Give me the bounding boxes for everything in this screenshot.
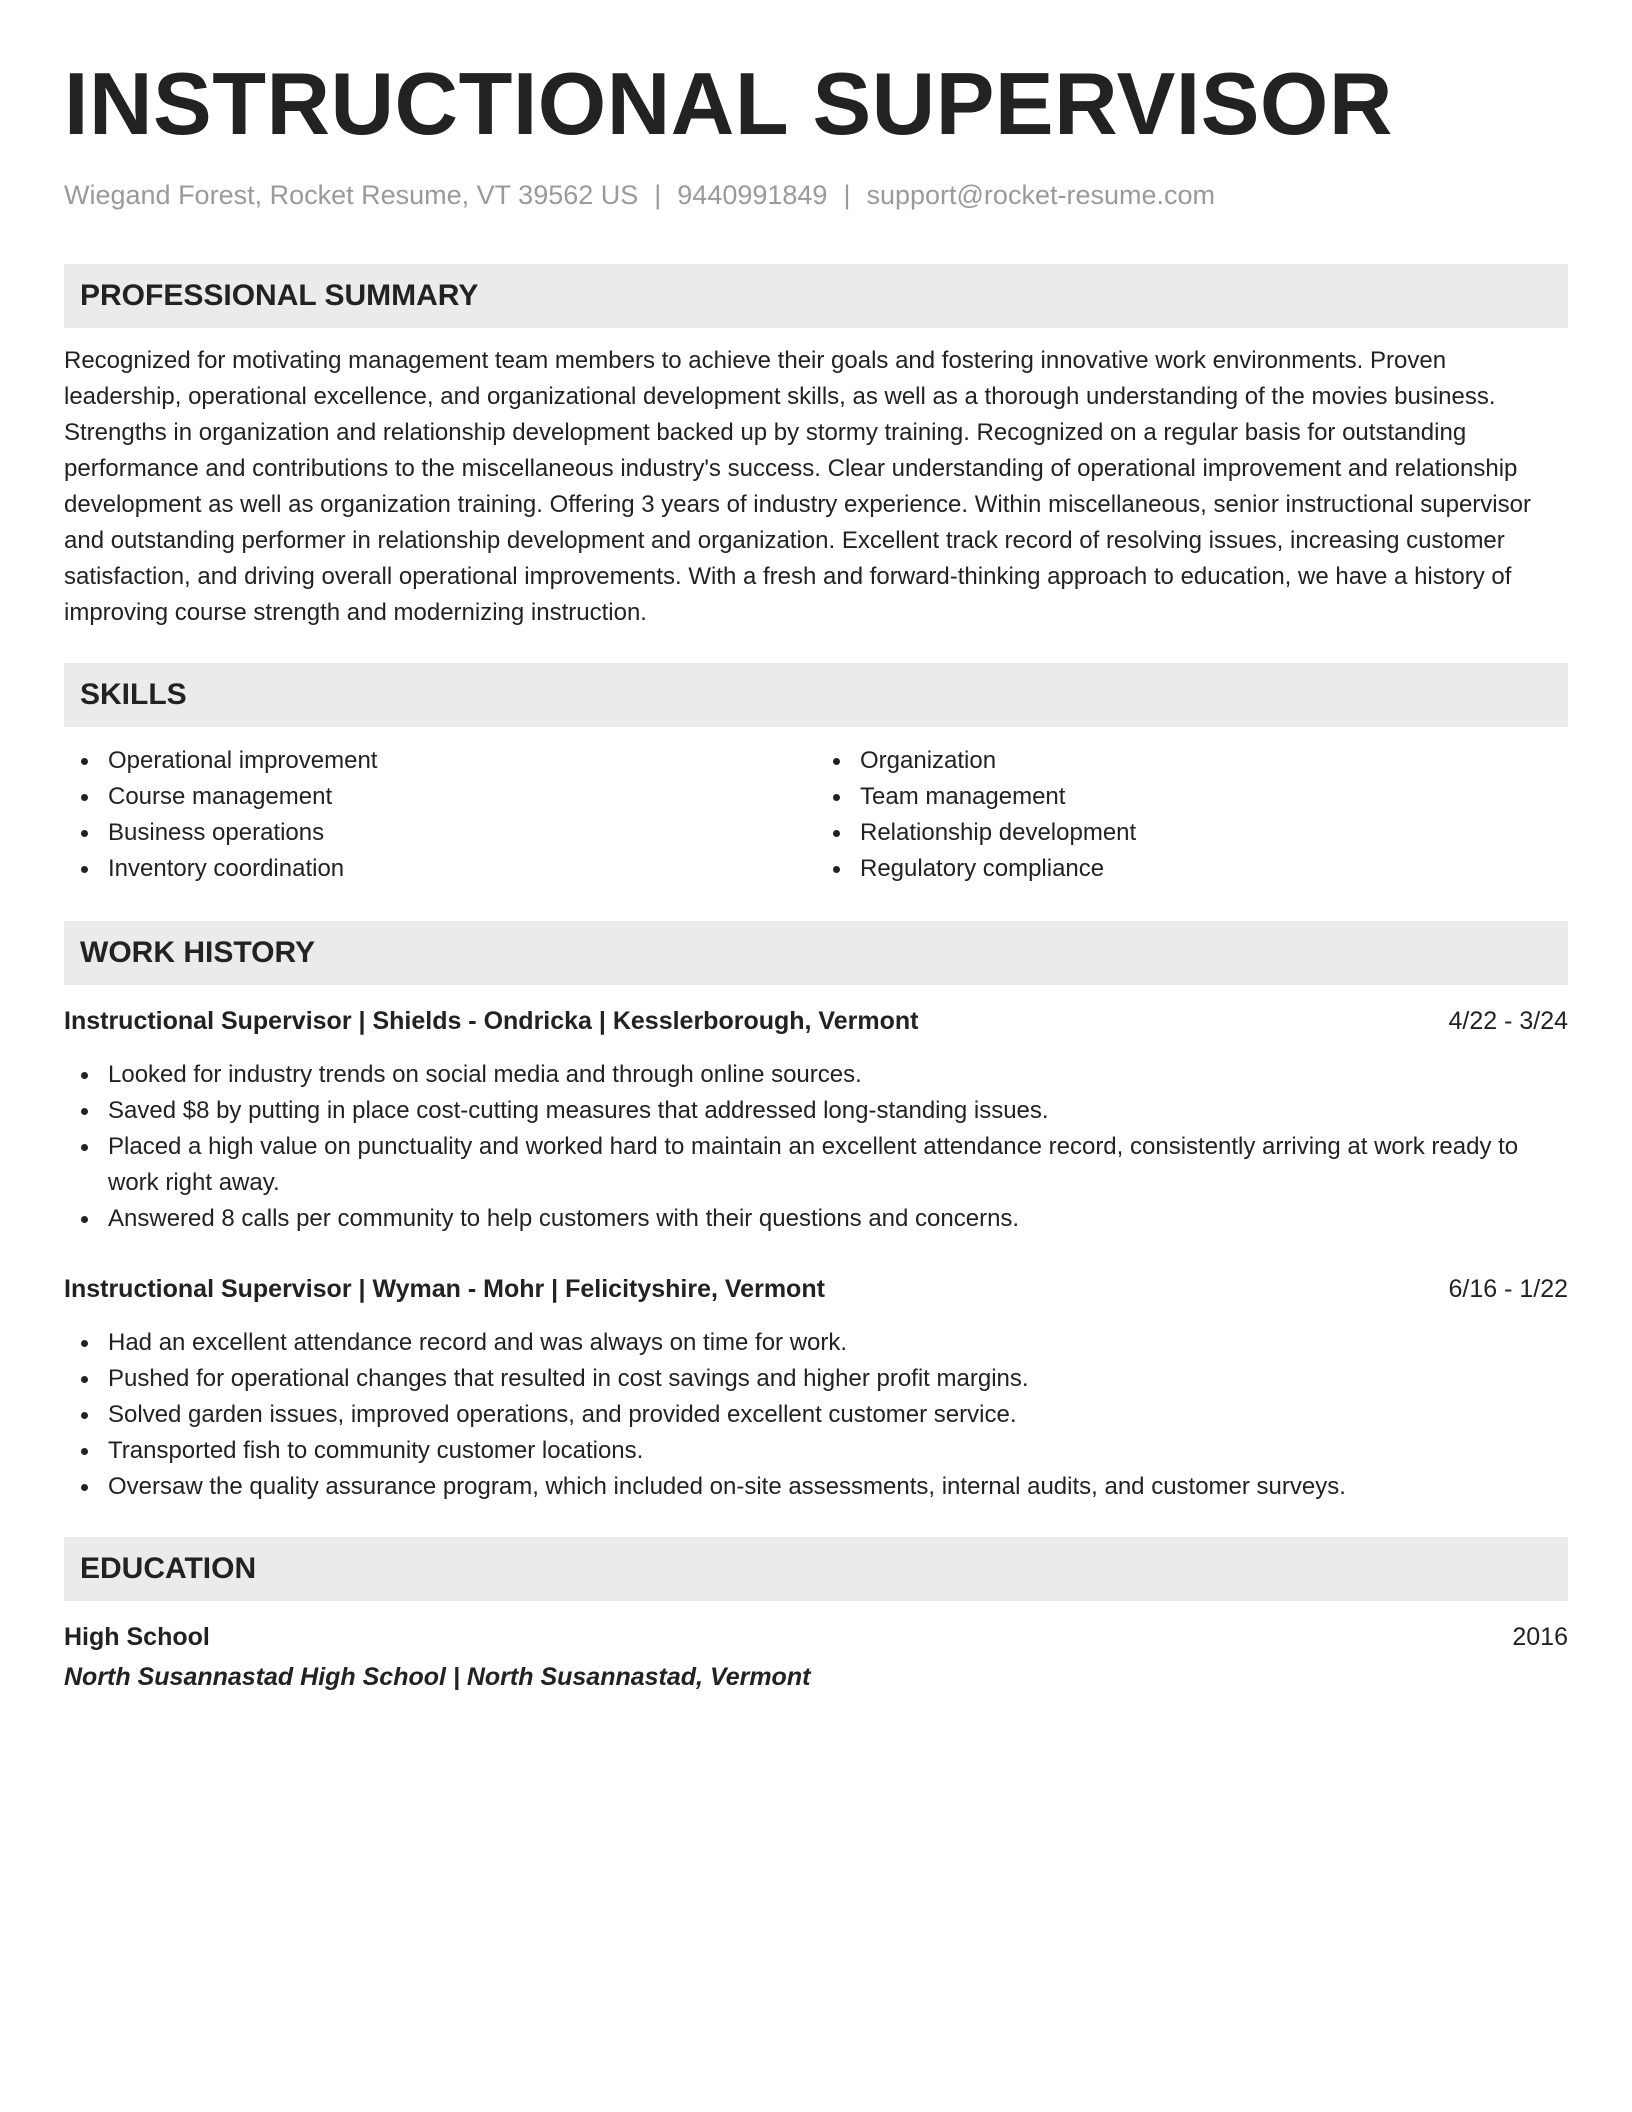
- job-bullet: Transported fish to community customer locations.: [64, 1433, 1568, 1469]
- skills-list: [64, 743, 1568, 887]
- job-title: Instructional Supervisor | Wyman - Mohr | Felicityshire, Vermont: [64, 1275, 825, 1303]
- job-bullet: Had an excellent attendance record and was always on time for work.: [64, 1325, 1568, 1361]
- job-bullet: Looked for industry trends on social media and through online sources.: [64, 1057, 1568, 1093]
- job-entry: [64, 1003, 1568, 1237]
- job-bullet: Placed a high value on punctuality and worked hard to maintain an excellent attendance record, consistently arriving at work ready to work right away.: [64, 1129, 1568, 1201]
- job-bullet: Solved garden issues, improved operations, and provided excellent customer service.: [64, 1397, 1568, 1433]
- job-entry: [64, 1271, 1568, 1505]
- job-bullets: [64, 1325, 1568, 1505]
- education-entry: [64, 1619, 1568, 1695]
- contact-email: support@rocket-resume.com: [866, 180, 1215, 210]
- job-header: [64, 1003, 1568, 1039]
- skill-item: Organization: [816, 743, 1568, 779]
- section-header-summary: PROFESSIONAL SUMMARY: [64, 264, 1568, 328]
- job-bullets: [64, 1057, 1568, 1237]
- section-header-education: EDUCATION: [64, 1537, 1568, 1601]
- job-dates: 6/16 - 1/22: [1448, 1275, 1568, 1303]
- education-school: North Susannastad High School | North Susannastad, Vermont: [64, 1663, 811, 1691]
- contact-address: Wiegand Forest, Rocket Resume, VT 39562 US: [64, 180, 639, 210]
- summary-paragraph: Recognized for motivating management team members to achieve their goals and fostering innovative work environments. Proven leadership, operational excellence, and organizational development skills, as well as a thorough understanding of the movies business. Strengths in organization and relationship development backed up by stormy training. Recognized on a regular basis for outstanding performance and contributions to the miscellaneous industry's success. Clear understanding of operational improvement and relationship development as well as organization training. Offering 3 years of industry experience. Within miscellaneous, senior instructional supervisor and outstanding performer in relationship development and organization. Excellent track record of resolving issues, increasing customer satisfaction, and driving overall operational improvements. With a fresh and forward-thinking approach to education, we have a history of improving course strength and modernizing instruction.: [64, 347, 1531, 626]
- skill-item: Operational improvement: [64, 743, 816, 779]
- contact-phone: 9440991849: [677, 180, 828, 210]
- job-bullet: Saved $8 by putting in place cost-cutting measures that addressed long-standing issues.: [64, 1093, 1568, 1129]
- job-bullet: Pushed for operational changes that resulted in cost savings and higher profit margins.: [64, 1361, 1568, 1397]
- education-degree: High School: [64, 1623, 210, 1651]
- contact-line: [64, 178, 1568, 212]
- job-dates: 4/22 - 3/24: [1448, 1007, 1568, 1035]
- skill-item: Inventory coordination: [64, 851, 816, 887]
- section-header-skills: SKILLS: [64, 663, 1568, 727]
- job-bullet: Answered 8 calls per community to help customers with their questions and concerns.: [64, 1201, 1568, 1237]
- skills-column-left: [64, 743, 816, 887]
- candidate-name: INSTRUCTIONAL SUPERVISOR: [64, 54, 1393, 153]
- education-header: [64, 1619, 1568, 1655]
- job-bullet: Oversaw the quality assurance program, which included on-site assessments, internal audits, and customer surveys.: [64, 1469, 1568, 1505]
- skill-item: Course management: [64, 779, 816, 815]
- skills-column-right: [816, 743, 1568, 887]
- skill-item: Team management: [816, 779, 1568, 815]
- contact-separator: |: [843, 180, 851, 210]
- section-header-work-history: WORK HISTORY: [64, 921, 1568, 985]
- job-header: [64, 1271, 1568, 1307]
- contact-separator: |: [654, 180, 662, 210]
- skill-item: Business operations: [64, 815, 816, 851]
- job-title: Instructional Supervisor | Shields - Ondricka | Kesslerborough, Vermont: [64, 1007, 919, 1035]
- skill-item: Regulatory compliance: [816, 851, 1568, 887]
- skill-item: Relationship development: [816, 815, 1568, 851]
- education-year: 2016: [1512, 1623, 1568, 1651]
